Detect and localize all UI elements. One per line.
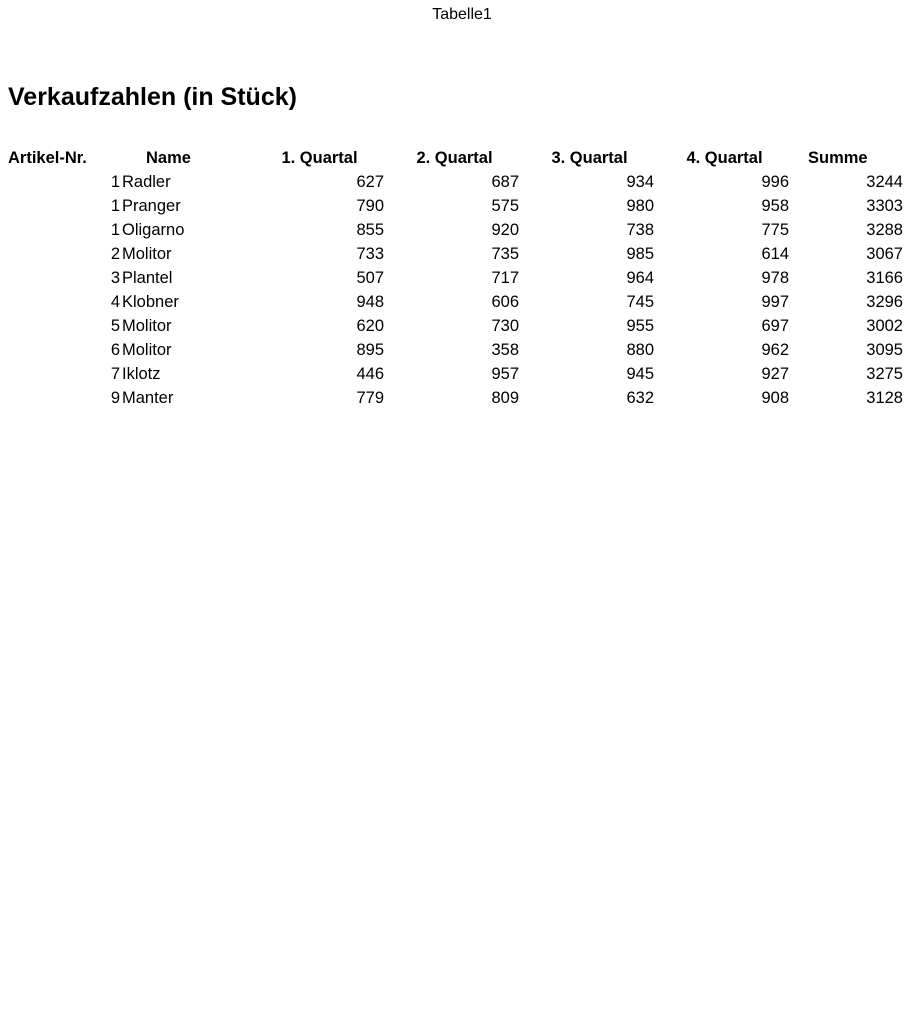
column-header-name: Name — [146, 149, 191, 167]
cell-quartal-4: 614 — [761, 245, 789, 263]
cell-summe: 3002 — [866, 317, 903, 335]
cell-quartal-3: 745 — [626, 293, 654, 311]
cell-quartal-4: 908 — [761, 389, 789, 407]
cell-quartal-1: 620 — [356, 317, 384, 335]
cell-summe: 3296 — [866, 293, 903, 311]
cell-quartal-4: 997 — [761, 293, 789, 311]
table-row — [4, 194, 903, 218]
cell-quartal-1: 733 — [356, 245, 384, 263]
cell-name: Molitor — [122, 317, 172, 335]
cell-quartal-2: 730 — [491, 317, 519, 335]
column-header-quartal-1: 1. Quartal — [281, 149, 358, 167]
column-header-quartal-4: 4. Quartal — [686, 149, 763, 167]
cell-quartal-3: 985 — [626, 245, 654, 263]
cell-quartal-4: 775 — [761, 221, 789, 239]
cell-summe: 3067 — [866, 245, 903, 263]
cell-quartal-1: 446 — [356, 365, 384, 383]
cell-quartal-3: 880 — [626, 341, 654, 359]
cell-quartal-3: 955 — [626, 317, 654, 335]
cell-name: Pranger — [122, 197, 181, 215]
cell-summe: 3244 — [866, 173, 903, 191]
cell-quartal-2: 358 — [491, 341, 519, 359]
sales-table — [4, 146, 903, 410]
cell-quartal-2: 735 — [491, 245, 519, 263]
cell-quartal-2: 717 — [491, 269, 519, 287]
cell-quartal-1: 895 — [356, 341, 384, 359]
table-body — [4, 170, 903, 410]
cell-summe: 3275 — [866, 365, 903, 383]
column-header-artikel-nr: Artikel-Nr. — [8, 149, 87, 167]
cell-name: Iklotz — [122, 365, 161, 383]
cell-quartal-1: 948 — [356, 293, 384, 311]
cell-artikel-nr: 1 — [110, 173, 120, 191]
cell-name: Plantel — [122, 269, 173, 287]
cell-artikel-nr: 9 — [110, 389, 120, 407]
cell-quartal-4: 978 — [761, 269, 789, 287]
table-row — [4, 362, 903, 386]
cell-quartal-1: 779 — [356, 389, 384, 407]
table-row — [4, 218, 903, 242]
cell-name: Molitor — [122, 245, 172, 263]
sheet-name-header: Tabelle1 — [432, 6, 492, 23]
cell-name: Radler — [122, 173, 171, 191]
cell-quartal-3: 964 — [626, 269, 654, 287]
table-row — [4, 386, 903, 410]
cell-summe: 3095 — [866, 341, 903, 359]
cell-quartal-1: 790 — [356, 197, 384, 215]
cell-quartal-2: 687 — [491, 173, 519, 191]
cell-artikel-nr: 5 — [110, 317, 120, 335]
cell-quartal-4: 697 — [761, 317, 789, 335]
cell-artikel-nr: 1 — [110, 197, 120, 215]
table-row — [4, 338, 903, 362]
cell-quartal-1: 507 — [356, 269, 384, 287]
column-header-summe: Summe — [808, 149, 868, 167]
cell-name: Oligarno — [122, 221, 185, 239]
cell-quartal-1: 855 — [356, 221, 384, 239]
cell-artikel-nr: 7 — [110, 365, 120, 383]
document-title: Verkaufzahlen (in Stück) — [8, 83, 297, 111]
cell-quartal-3: 632 — [626, 389, 654, 407]
table-row — [4, 290, 903, 314]
table-row — [4, 242, 903, 266]
cell-artikel-nr: 6 — [110, 341, 120, 359]
cell-summe: 3166 — [866, 269, 903, 287]
cell-quartal-3: 738 — [626, 221, 654, 239]
cell-quartal-4: 958 — [761, 197, 789, 215]
cell-quartal-2: 920 — [491, 221, 519, 239]
cell-quartal-3: 980 — [626, 197, 654, 215]
cell-quartal-2: 575 — [491, 197, 519, 215]
cell-quartal-2: 606 — [491, 293, 519, 311]
table-row — [4, 170, 903, 194]
table-header-row — [4, 146, 903, 170]
cell-summe: 3128 — [866, 389, 903, 407]
column-header-quartal-3: 3. Quartal — [551, 149, 628, 167]
cell-quartal-3: 945 — [626, 365, 654, 383]
cell-artikel-nr: 1 — [110, 221, 120, 239]
cell-quartal-3: 934 — [626, 173, 654, 191]
cell-summe: 3303 — [866, 197, 903, 215]
cell-name: Manter — [122, 389, 174, 407]
cell-quartal-2: 809 — [491, 389, 519, 407]
cell-artikel-nr: 3 — [110, 269, 120, 287]
cell-quartal-4: 927 — [761, 365, 789, 383]
table-row — [4, 314, 903, 338]
cell-name: Klobner — [122, 293, 179, 311]
cell-name: Molitor — [122, 341, 172, 359]
cell-summe: 3288 — [866, 221, 903, 239]
cell-artikel-nr: 4 — [110, 293, 120, 311]
cell-quartal-1: 627 — [356, 173, 384, 191]
cell-quartal-4: 962 — [761, 341, 789, 359]
cell-quartal-2: 957 — [491, 365, 519, 383]
cell-artikel-nr: 2 — [110, 245, 120, 263]
cell-quartal-4: 996 — [761, 173, 789, 191]
table-row — [4, 266, 903, 290]
column-header-quartal-2: 2. Quartal — [416, 149, 493, 167]
